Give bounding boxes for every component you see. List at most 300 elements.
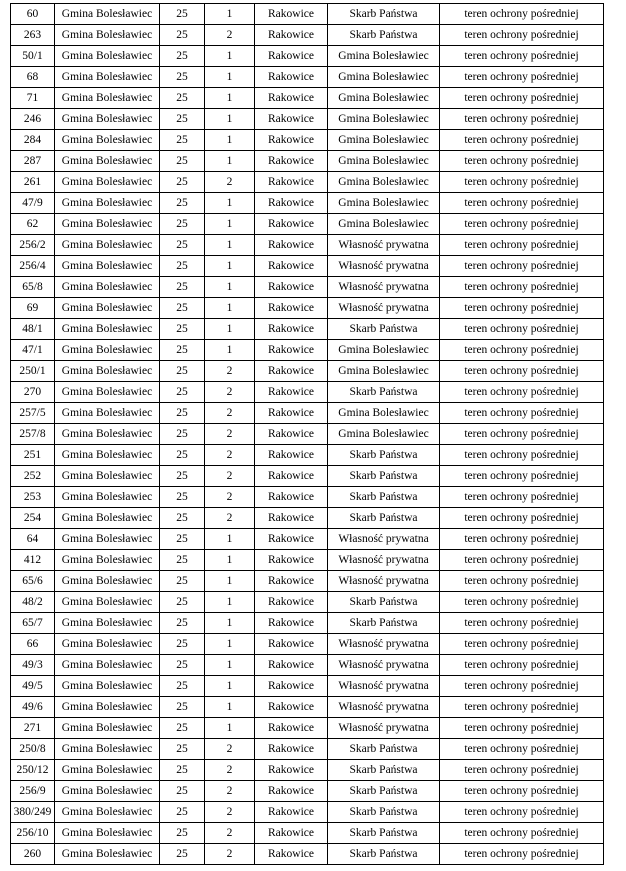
protection-zone-cell: teren ochrony pośredniej — [440, 340, 604, 361]
ownership-cell: Gmina Bolesławiec — [328, 214, 440, 235]
ownership-cell: Skarb Państwa — [328, 319, 440, 340]
locality-cell: Rakowice — [255, 550, 328, 571]
locality-cell: Rakowice — [255, 655, 328, 676]
map-sheet-cell: 25 — [160, 529, 205, 550]
protection-zone-cell: teren ochrony pośredniej — [440, 571, 604, 592]
locality-cell: Rakowice — [255, 823, 328, 844]
precinct-cell: 2 — [205, 25, 255, 46]
map-sheet-cell: 25 — [160, 802, 205, 823]
table-row — [11, 172, 604, 193]
ownership-cell: Własność prywatna — [328, 256, 440, 277]
precinct-cell: 1 — [205, 4, 255, 25]
ownership-cell: Skarb Państwa — [328, 508, 440, 529]
locality-cell: Rakowice — [255, 487, 328, 508]
locality-cell: Rakowice — [255, 298, 328, 319]
ownership-cell: Własność prywatna — [328, 529, 440, 550]
map-sheet-cell: 25 — [160, 382, 205, 403]
table-row — [11, 718, 604, 739]
precinct-cell: 1 — [205, 697, 255, 718]
table-row — [11, 655, 604, 676]
ownership-cell: Gmina Bolesławiec — [328, 109, 440, 130]
ownership-cell: Własność prywatna — [328, 571, 440, 592]
protection-zone-cell: teren ochrony pośredniej — [440, 550, 604, 571]
parcel-number-cell: 71 — [11, 88, 55, 109]
table-row — [11, 529, 604, 550]
municipality-cell: Gmina Bolesławiec — [55, 487, 160, 508]
map-sheet-cell: 25 — [160, 88, 205, 109]
ownership-cell: Własność prywatna — [328, 550, 440, 571]
protection-zone-cell: teren ochrony pośredniej — [440, 403, 604, 424]
precinct-cell: 2 — [205, 466, 255, 487]
municipality-cell: Gmina Bolesławiec — [55, 25, 160, 46]
table-row — [11, 739, 604, 760]
ownership-cell: Skarb Państwa — [328, 823, 440, 844]
ownership-cell: Skarb Państwa — [328, 487, 440, 508]
locality-cell: Rakowice — [255, 781, 328, 802]
municipality-cell: Gmina Bolesławiec — [55, 298, 160, 319]
ownership-cell: Gmina Bolesławiec — [328, 361, 440, 382]
municipality-cell: Gmina Bolesławiec — [55, 340, 160, 361]
municipality-cell: Gmina Bolesławiec — [55, 403, 160, 424]
map-sheet-cell: 25 — [160, 487, 205, 508]
protection-zone-cell: teren ochrony pośredniej — [440, 466, 604, 487]
municipality-cell: Gmina Bolesławiec — [55, 256, 160, 277]
parcel-number-cell: 62 — [11, 214, 55, 235]
protection-zone-cell: teren ochrony pośredniej — [440, 529, 604, 550]
protection-zone-cell: teren ochrony pośredniej — [440, 4, 604, 25]
map-sheet-cell: 25 — [160, 697, 205, 718]
map-sheet-cell: 25 — [160, 844, 205, 865]
ownership-cell: Własność prywatna — [328, 718, 440, 739]
ownership-cell: Skarb Państwa — [328, 613, 440, 634]
protection-zone-cell: teren ochrony pośredniej — [440, 739, 604, 760]
parcel-number-cell: 254 — [11, 508, 55, 529]
table-row — [11, 277, 604, 298]
precinct-cell: 1 — [205, 592, 255, 613]
map-sheet-cell: 25 — [160, 823, 205, 844]
parcel-number-cell: 49/5 — [11, 676, 55, 697]
parcel-number-cell: 257/8 — [11, 424, 55, 445]
locality-cell: Rakowice — [255, 277, 328, 298]
ownership-cell: Gmina Bolesławiec — [328, 151, 440, 172]
locality-cell: Rakowice — [255, 46, 328, 67]
protection-zone-cell: teren ochrony pośredniej — [440, 319, 604, 340]
precinct-cell: 1 — [205, 46, 255, 67]
precinct-cell: 2 — [205, 760, 255, 781]
ownership-cell: Skarb Państwa — [328, 445, 440, 466]
locality-cell: Rakowice — [255, 193, 328, 214]
protection-zone-cell: teren ochrony pośredniej — [440, 88, 604, 109]
ownership-cell: Skarb Państwa — [328, 382, 440, 403]
protection-zone-cell: teren ochrony pośredniej — [440, 235, 604, 256]
ownership-cell: Własność prywatna — [328, 655, 440, 676]
ownership-cell: Skarb Państwa — [328, 466, 440, 487]
municipality-cell: Gmina Bolesławiec — [55, 613, 160, 634]
protection-zone-cell: teren ochrony pośredniej — [440, 256, 604, 277]
parcel-number-cell: 256/4 — [11, 256, 55, 277]
precinct-cell: 1 — [205, 193, 255, 214]
parcel-number-cell: 256/2 — [11, 235, 55, 256]
protection-zone-cell: teren ochrony pośredniej — [440, 277, 604, 298]
ownership-cell: Własność prywatna — [328, 298, 440, 319]
map-sheet-cell: 25 — [160, 760, 205, 781]
locality-cell: Rakowice — [255, 319, 328, 340]
map-sheet-cell: 25 — [160, 25, 205, 46]
ownership-cell: Skarb Państwa — [328, 802, 440, 823]
precinct-cell: 1 — [205, 277, 255, 298]
precinct-cell: 2 — [205, 823, 255, 844]
protection-zone-cell: teren ochrony pośredniej — [440, 487, 604, 508]
precinct-cell: 2 — [205, 802, 255, 823]
locality-cell: Rakowice — [255, 466, 328, 487]
ownership-cell: Gmina Bolesławiec — [328, 403, 440, 424]
locality-cell: Rakowice — [255, 508, 328, 529]
parcel-number-cell: 252 — [11, 466, 55, 487]
municipality-cell: Gmina Bolesławiec — [55, 172, 160, 193]
ownership-cell: Gmina Bolesławiec — [328, 46, 440, 67]
locality-cell: Rakowice — [255, 109, 328, 130]
precinct-cell: 1 — [205, 550, 255, 571]
document-page — [10, 3, 604, 865]
locality-cell: Rakowice — [255, 802, 328, 823]
locality-cell: Rakowice — [255, 340, 328, 361]
ownership-cell: Własność prywatna — [328, 676, 440, 697]
map-sheet-cell: 25 — [160, 151, 205, 172]
ownership-cell: Gmina Bolesławiec — [328, 88, 440, 109]
locality-cell: Rakowice — [255, 697, 328, 718]
map-sheet-cell: 25 — [160, 277, 205, 298]
municipality-cell: Gmina Bolesławiec — [55, 529, 160, 550]
municipality-cell: Gmina Bolesławiec — [55, 634, 160, 655]
map-sheet-cell: 25 — [160, 571, 205, 592]
municipality-cell: Gmina Bolesławiec — [55, 130, 160, 151]
table-row — [11, 676, 604, 697]
protection-zone-cell: teren ochrony pośredniej — [440, 760, 604, 781]
parcel-number-cell: 68 — [11, 67, 55, 88]
municipality-cell: Gmina Bolesławiec — [55, 571, 160, 592]
municipality-cell: Gmina Bolesławiec — [55, 445, 160, 466]
precinct-cell: 1 — [205, 235, 255, 256]
locality-cell: Rakowice — [255, 613, 328, 634]
locality-cell: Rakowice — [255, 130, 328, 151]
municipality-cell: Gmina Bolesławiec — [55, 655, 160, 676]
municipality-cell: Gmina Bolesławiec — [55, 424, 160, 445]
precinct-cell: 2 — [205, 424, 255, 445]
map-sheet-cell: 25 — [160, 781, 205, 802]
map-sheet-cell: 25 — [160, 214, 205, 235]
precinct-cell: 1 — [205, 634, 255, 655]
table-row — [11, 46, 604, 67]
map-sheet-cell: 25 — [160, 403, 205, 424]
precinct-cell: 1 — [205, 319, 255, 340]
table-row — [11, 802, 604, 823]
parcel-number-cell: 251 — [11, 445, 55, 466]
parcel-number-cell: 256/9 — [11, 781, 55, 802]
ownership-cell: Własność prywatna — [328, 277, 440, 298]
ownership-cell: Gmina Bolesławiec — [328, 130, 440, 151]
map-sheet-cell: 25 — [160, 235, 205, 256]
map-sheet-cell: 25 — [160, 466, 205, 487]
precinct-cell: 1 — [205, 256, 255, 277]
protection-zone-cell: teren ochrony pośredniej — [440, 508, 604, 529]
parcel-number-cell: 253 — [11, 487, 55, 508]
ownership-cell: Skarb Państwa — [328, 844, 440, 865]
table-row — [11, 550, 604, 571]
table-row — [11, 361, 604, 382]
map-sheet-cell: 25 — [160, 676, 205, 697]
protection-zone-cell: teren ochrony pośredniej — [440, 109, 604, 130]
municipality-cell: Gmina Bolesławiec — [55, 151, 160, 172]
table-row — [11, 67, 604, 88]
table-row — [11, 403, 604, 424]
table-row — [11, 466, 604, 487]
table-row — [11, 634, 604, 655]
locality-cell: Rakowice — [255, 151, 328, 172]
protection-zone-cell: teren ochrony pośredniej — [440, 172, 604, 193]
protection-zone-cell: teren ochrony pośredniej — [440, 424, 604, 445]
protection-zone-cell: teren ochrony pośredniej — [440, 823, 604, 844]
parcel-number-cell: 65/7 — [11, 613, 55, 634]
municipality-cell: Gmina Bolesławiec — [55, 46, 160, 67]
municipality-cell: Gmina Bolesławiec — [55, 550, 160, 571]
municipality-cell: Gmina Bolesławiec — [55, 88, 160, 109]
precinct-cell: 1 — [205, 340, 255, 361]
parcel-number-cell: 261 — [11, 172, 55, 193]
locality-cell: Rakowice — [255, 256, 328, 277]
table-row — [11, 592, 604, 613]
map-sheet-cell: 25 — [160, 445, 205, 466]
protection-zone-cell: teren ochrony pośredniej — [440, 655, 604, 676]
precinct-cell: 1 — [205, 67, 255, 88]
parcel-number-cell: 412 — [11, 550, 55, 571]
precinct-cell: 1 — [205, 529, 255, 550]
ownership-cell: Skarb Państwa — [328, 781, 440, 802]
precinct-cell: 1 — [205, 214, 255, 235]
table-row — [11, 25, 604, 46]
parcel-number-cell: 64 — [11, 529, 55, 550]
locality-cell: Rakowice — [255, 592, 328, 613]
table-row — [11, 760, 604, 781]
parcel-table-body — [11, 4, 604, 865]
ownership-cell: Skarb Państwa — [328, 739, 440, 760]
ownership-cell: Skarb Państwa — [328, 760, 440, 781]
precinct-cell: 2 — [205, 508, 255, 529]
locality-cell: Rakowice — [255, 529, 328, 550]
protection-zone-cell: teren ochrony pośredniej — [440, 844, 604, 865]
table-row — [11, 445, 604, 466]
map-sheet-cell: 25 — [160, 172, 205, 193]
table-row — [11, 697, 604, 718]
protection-zone-cell: teren ochrony pośredniej — [440, 802, 604, 823]
table-row — [11, 130, 604, 151]
protection-zone-cell: teren ochrony pośredniej — [440, 676, 604, 697]
parcel-number-cell: 270 — [11, 382, 55, 403]
table-row — [11, 781, 604, 802]
parcel-number-cell: 66 — [11, 634, 55, 655]
locality-cell: Rakowice — [255, 361, 328, 382]
municipality-cell: Gmina Bolesławiec — [55, 466, 160, 487]
parcel-number-cell: 256/10 — [11, 823, 55, 844]
precinct-cell: 2 — [205, 361, 255, 382]
map-sheet-cell: 25 — [160, 634, 205, 655]
map-sheet-cell: 25 — [160, 508, 205, 529]
parcel-number-cell: 49/3 — [11, 655, 55, 676]
map-sheet-cell: 25 — [160, 193, 205, 214]
locality-cell: Rakowice — [255, 172, 328, 193]
municipality-cell: Gmina Bolesławiec — [55, 235, 160, 256]
parcel-number-cell: 380/249 — [11, 802, 55, 823]
municipality-cell: Gmina Bolesławiec — [55, 802, 160, 823]
municipality-cell: Gmina Bolesławiec — [55, 823, 160, 844]
ownership-cell: Własność prywatna — [328, 697, 440, 718]
protection-zone-cell: teren ochrony pośredniej — [440, 214, 604, 235]
table-row — [11, 109, 604, 130]
ownership-cell: Skarb Państwa — [328, 592, 440, 613]
ownership-cell: Gmina Bolesławiec — [328, 424, 440, 445]
locality-cell: Rakowice — [255, 676, 328, 697]
locality-cell: Rakowice — [255, 67, 328, 88]
table-row — [11, 571, 604, 592]
protection-zone-cell: teren ochrony pośredniej — [440, 613, 604, 634]
parcel-number-cell: 263 — [11, 25, 55, 46]
locality-cell: Rakowice — [255, 718, 328, 739]
map-sheet-cell: 25 — [160, 718, 205, 739]
locality-cell: Rakowice — [255, 4, 328, 25]
municipality-cell: Gmina Bolesławiec — [55, 382, 160, 403]
municipality-cell: Gmina Bolesławiec — [55, 781, 160, 802]
parcel-number-cell: 246 — [11, 109, 55, 130]
parcel-table — [10, 3, 604, 865]
municipality-cell: Gmina Bolesławiec — [55, 67, 160, 88]
map-sheet-cell: 25 — [160, 109, 205, 130]
precinct-cell: 2 — [205, 487, 255, 508]
parcel-number-cell: 257/5 — [11, 403, 55, 424]
protection-zone-cell: teren ochrony pośredniej — [440, 697, 604, 718]
precinct-cell: 2 — [205, 739, 255, 760]
protection-zone-cell: teren ochrony pośredniej — [440, 151, 604, 172]
precinct-cell: 2 — [205, 844, 255, 865]
protection-zone-cell: teren ochrony pośredniej — [440, 382, 604, 403]
precinct-cell: 2 — [205, 382, 255, 403]
precinct-cell: 2 — [205, 445, 255, 466]
municipality-cell: Gmina Bolesławiec — [55, 214, 160, 235]
protection-zone-cell: teren ochrony pośredniej — [440, 25, 604, 46]
parcel-number-cell: 69 — [11, 298, 55, 319]
protection-zone-cell: teren ochrony pośredniej — [440, 634, 604, 655]
table-row — [11, 88, 604, 109]
parcel-number-cell: 47/9 — [11, 193, 55, 214]
municipality-cell: Gmina Bolesławiec — [55, 739, 160, 760]
map-sheet-cell: 25 — [160, 592, 205, 613]
precinct-cell: 1 — [205, 571, 255, 592]
precinct-cell: 1 — [205, 109, 255, 130]
parcel-number-cell: 60 — [11, 4, 55, 25]
parcel-number-cell: 47/1 — [11, 340, 55, 361]
parcel-number-cell: 250/12 — [11, 760, 55, 781]
parcel-number-cell: 65/6 — [11, 571, 55, 592]
precinct-cell: 1 — [205, 298, 255, 319]
ownership-cell: Skarb Państwa — [328, 25, 440, 46]
municipality-cell: Gmina Bolesławiec — [55, 844, 160, 865]
parcel-number-cell: 271 — [11, 718, 55, 739]
table-row — [11, 823, 604, 844]
table-row — [11, 235, 604, 256]
map-sheet-cell: 25 — [160, 655, 205, 676]
table-row — [11, 487, 604, 508]
precinct-cell: 1 — [205, 718, 255, 739]
municipality-cell: Gmina Bolesławiec — [55, 508, 160, 529]
locality-cell: Rakowice — [255, 571, 328, 592]
parcel-number-cell: 287 — [11, 151, 55, 172]
locality-cell: Rakowice — [255, 445, 328, 466]
table-row — [11, 613, 604, 634]
ownership-cell: Skarb Państwa — [328, 4, 440, 25]
locality-cell: Rakowice — [255, 25, 328, 46]
parcel-number-cell: 250/1 — [11, 361, 55, 382]
ownership-cell: Gmina Bolesławiec — [328, 67, 440, 88]
municipality-cell: Gmina Bolesławiec — [55, 361, 160, 382]
municipality-cell: Gmina Bolesławiec — [55, 193, 160, 214]
map-sheet-cell: 25 — [160, 361, 205, 382]
table-row — [11, 424, 604, 445]
locality-cell: Rakowice — [255, 403, 328, 424]
map-sheet-cell: 25 — [160, 319, 205, 340]
municipality-cell: Gmina Bolesławiec — [55, 718, 160, 739]
table-row — [11, 193, 604, 214]
table-row — [11, 256, 604, 277]
protection-zone-cell: teren ochrony pośredniej — [440, 718, 604, 739]
precinct-cell: 1 — [205, 88, 255, 109]
protection-zone-cell: teren ochrony pośredniej — [440, 193, 604, 214]
map-sheet-cell: 25 — [160, 130, 205, 151]
map-sheet-cell: 25 — [160, 739, 205, 760]
locality-cell: Rakowice — [255, 424, 328, 445]
municipality-cell: Gmina Bolesławiec — [55, 109, 160, 130]
locality-cell: Rakowice — [255, 235, 328, 256]
parcel-number-cell: 65/8 — [11, 277, 55, 298]
map-sheet-cell: 25 — [160, 298, 205, 319]
municipality-cell: Gmina Bolesławiec — [55, 697, 160, 718]
table-row — [11, 214, 604, 235]
parcel-number-cell: 260 — [11, 844, 55, 865]
protection-zone-cell: teren ochrony pośredniej — [440, 361, 604, 382]
ownership-cell: Gmina Bolesławiec — [328, 172, 440, 193]
precinct-cell: 2 — [205, 781, 255, 802]
parcel-number-cell: 48/1 — [11, 319, 55, 340]
locality-cell: Rakowice — [255, 634, 328, 655]
ownership-cell: Własność prywatna — [328, 235, 440, 256]
locality-cell: Rakowice — [255, 214, 328, 235]
table-row — [11, 508, 604, 529]
precinct-cell: 1 — [205, 130, 255, 151]
locality-cell: Rakowice — [255, 844, 328, 865]
protection-zone-cell: teren ochrony pośredniej — [440, 46, 604, 67]
map-sheet-cell: 25 — [160, 46, 205, 67]
map-sheet-cell: 25 — [160, 67, 205, 88]
municipality-cell: Gmina Bolesławiec — [55, 676, 160, 697]
ownership-cell: Gmina Bolesławiec — [328, 193, 440, 214]
table-row — [11, 340, 604, 361]
map-sheet-cell: 25 — [160, 424, 205, 445]
map-sheet-cell: 25 — [160, 550, 205, 571]
parcel-number-cell: 49/6 — [11, 697, 55, 718]
parcel-number-cell: 284 — [11, 130, 55, 151]
locality-cell: Rakowice — [255, 382, 328, 403]
ownership-cell: Gmina Bolesławiec — [328, 340, 440, 361]
table-row — [11, 151, 604, 172]
protection-zone-cell: teren ochrony pośredniej — [440, 592, 604, 613]
precinct-cell: 1 — [205, 655, 255, 676]
